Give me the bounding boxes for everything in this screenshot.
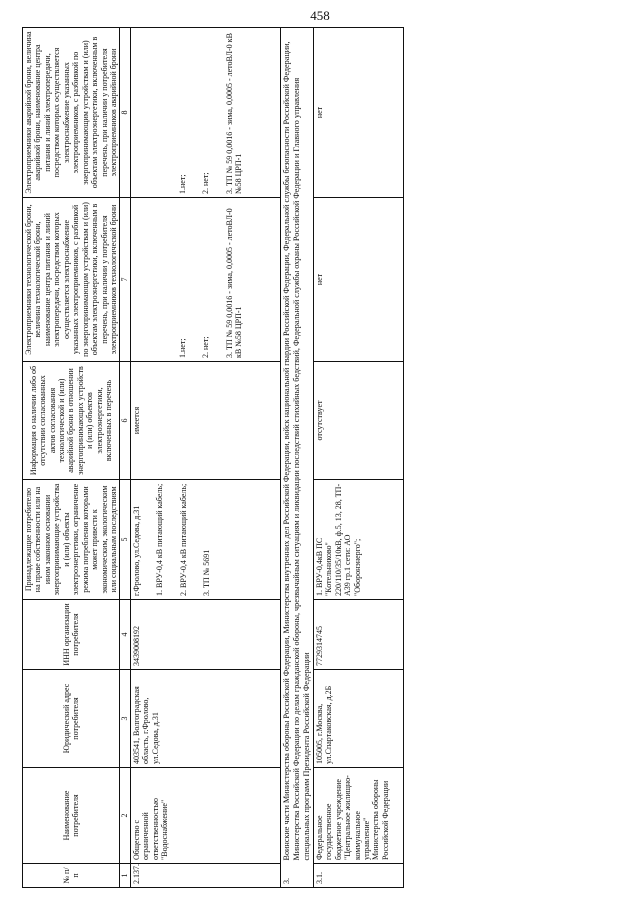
device-item: 3. ТП № 5691 — [202, 549, 212, 596]
header-emergency-reserve: Электроприемники аварийной брони, величина аварийной брони, наименование центра питания и линий электропередачи, посредством которых осуществляется электроснабжение указанных электроприемников, с разбивкой по энергопринимающим устройствам и (или) объектам электроэнергетики, включенным в перечень, при наличии у потребителя электроприемников аварийной брони — [23, 28, 120, 198]
column-number: 2 — [120, 768, 130, 864]
consumer-inn: 7729314745 — [313, 600, 403, 670]
column-number: 1 — [120, 864, 130, 888]
info-cell: имеется — [130, 362, 280, 480]
consumers-table — [22, 27, 404, 888]
consumer-name: Федеральное государственное бюджетное учреждение "Центральное жилищно-коммунальное управление" Министерства обороны Российской Федерации — [313, 768, 403, 864]
device-location: г.Фролово, ул.Седова, д.31 — [131, 505, 141, 596]
header-row — [23, 28, 120, 888]
device-item: 1. ВРУ-0,4 кВ питающий кабель; — [155, 483, 165, 596]
table-row — [313, 28, 403, 888]
header-number: № п/п — [23, 864, 120, 888]
column-number: 4 — [120, 600, 130, 670]
emergency-item: 3. ТП № 59 0,0016 - зима, 0,0005 - летоВЛ-0 кВ №58 ЦРП-1 — [224, 33, 244, 194]
header-address: Юридический адрес потребителя — [23, 670, 120, 768]
column-number: 3 — [120, 670, 130, 768]
header-tech-reserve: Электроприемники технологической брони, величина технологической брони, наименование центра питания и линий электропередачи, посредством которых осуществляется электроснабжение указанных электроприемников, с разбивкой по энергопринимающим устройствам и (или) объектам электроэнергетики, включенным в перечень, при наличии у потребителя электроприемников технологической брони — [23, 198, 120, 362]
emergency-reserve-cell: нет — [313, 28, 403, 198]
section-row — [280, 28, 313, 888]
tech-item: 2. нет; — [201, 336, 211, 358]
emergency-item: 1.нет; — [177, 174, 187, 194]
page-number: 458 — [310, 8, 330, 23]
table-row — [130, 28, 280, 888]
header-devices: Принадлежащие потребителю на праве собственности или на ином законном основании энергопринимающие устройства и (или) объекты электроэнергетики, ограничение режима потребления которыми может привести к экономическим, экологическим или социальным последствиям — [23, 480, 120, 600]
column-number: 5 — [120, 480, 130, 600]
section-title: Воинские части Министерства обороны Российской Федерации, Министерства внутренних дел Российской Федерации, войск национальной гвардии Российской Федерации, Федеральной службы безопасности Российской Федерации, Министерства Российской Федерации по делам гражданской обороны, чрезвычайным ситуациям и ликвидации последствий стихийных бедствий, Федеральной службы охраны Российской Федерации и Главного управления специальных программ Президента Российской Федерации — [280, 28, 313, 864]
consumer-inn: 3439008192 — [130, 600, 280, 670]
devices-cell — [130, 480, 280, 600]
column-number: 8 — [120, 28, 130, 198]
tech-reserve-cell — [130, 198, 280, 362]
emergency-reserve-cell — [130, 28, 280, 198]
emergency-item: 2. нет; — [201, 172, 211, 194]
info-cell: отсутствует — [313, 362, 403, 480]
column-number: 7 — [120, 198, 130, 362]
header-name: Наименование потребителя — [23, 768, 120, 864]
consumer-address: 105005, г.Москва, ул.Спартаковская, д.2Б — [313, 670, 403, 768]
column-number: 6 — [120, 362, 130, 480]
device-item: 2. ВРУ-0,4 кВ питающий кабель; — [178, 483, 188, 596]
tech-item: 3. ТП № 59 0,0016 - зима, 0,0005 - летоВЛ-0 кВ №58 ЦРП-1 — [224, 208, 244, 358]
header-inn: ИНН организации потребителя — [23, 600, 120, 670]
consumer-name: Общество с ограниченной ответственностью "Водоснабжение" — [130, 768, 280, 864]
spacer — [132, 201, 178, 358]
row-number: 2.137. — [130, 864, 280, 888]
tech-item: 1.нет; — [177, 338, 187, 358]
section-number: 3. — [280, 864, 313, 888]
header-info: Информация о наличии либо об отсутствии согласованных актов согласования технологической и (или) аварийной брони в отношении энергопринимающих устройств и (или) объектов электроэнергетики, включенных в перечень — [23, 362, 120, 480]
devices-cell: 1. ВРУ-0,4кВ ПС "Котельниково" 220/110/35/10кВ, ф.5, 13, 28, ТП-А39 гр.1 сети: АО "Оборонэнерго"; — [313, 480, 403, 600]
spacer — [132, 31, 178, 194]
consumer-address: 403541, Волгоградская область, г.Фролово, ул.Седова, д.31 — [130, 670, 280, 768]
column-number-row — [120, 28, 130, 888]
row-number: 3.1. — [313, 864, 403, 888]
rotated-table-container — [22, 28, 606, 888]
tech-reserve-cell: нет — [313, 198, 403, 362]
